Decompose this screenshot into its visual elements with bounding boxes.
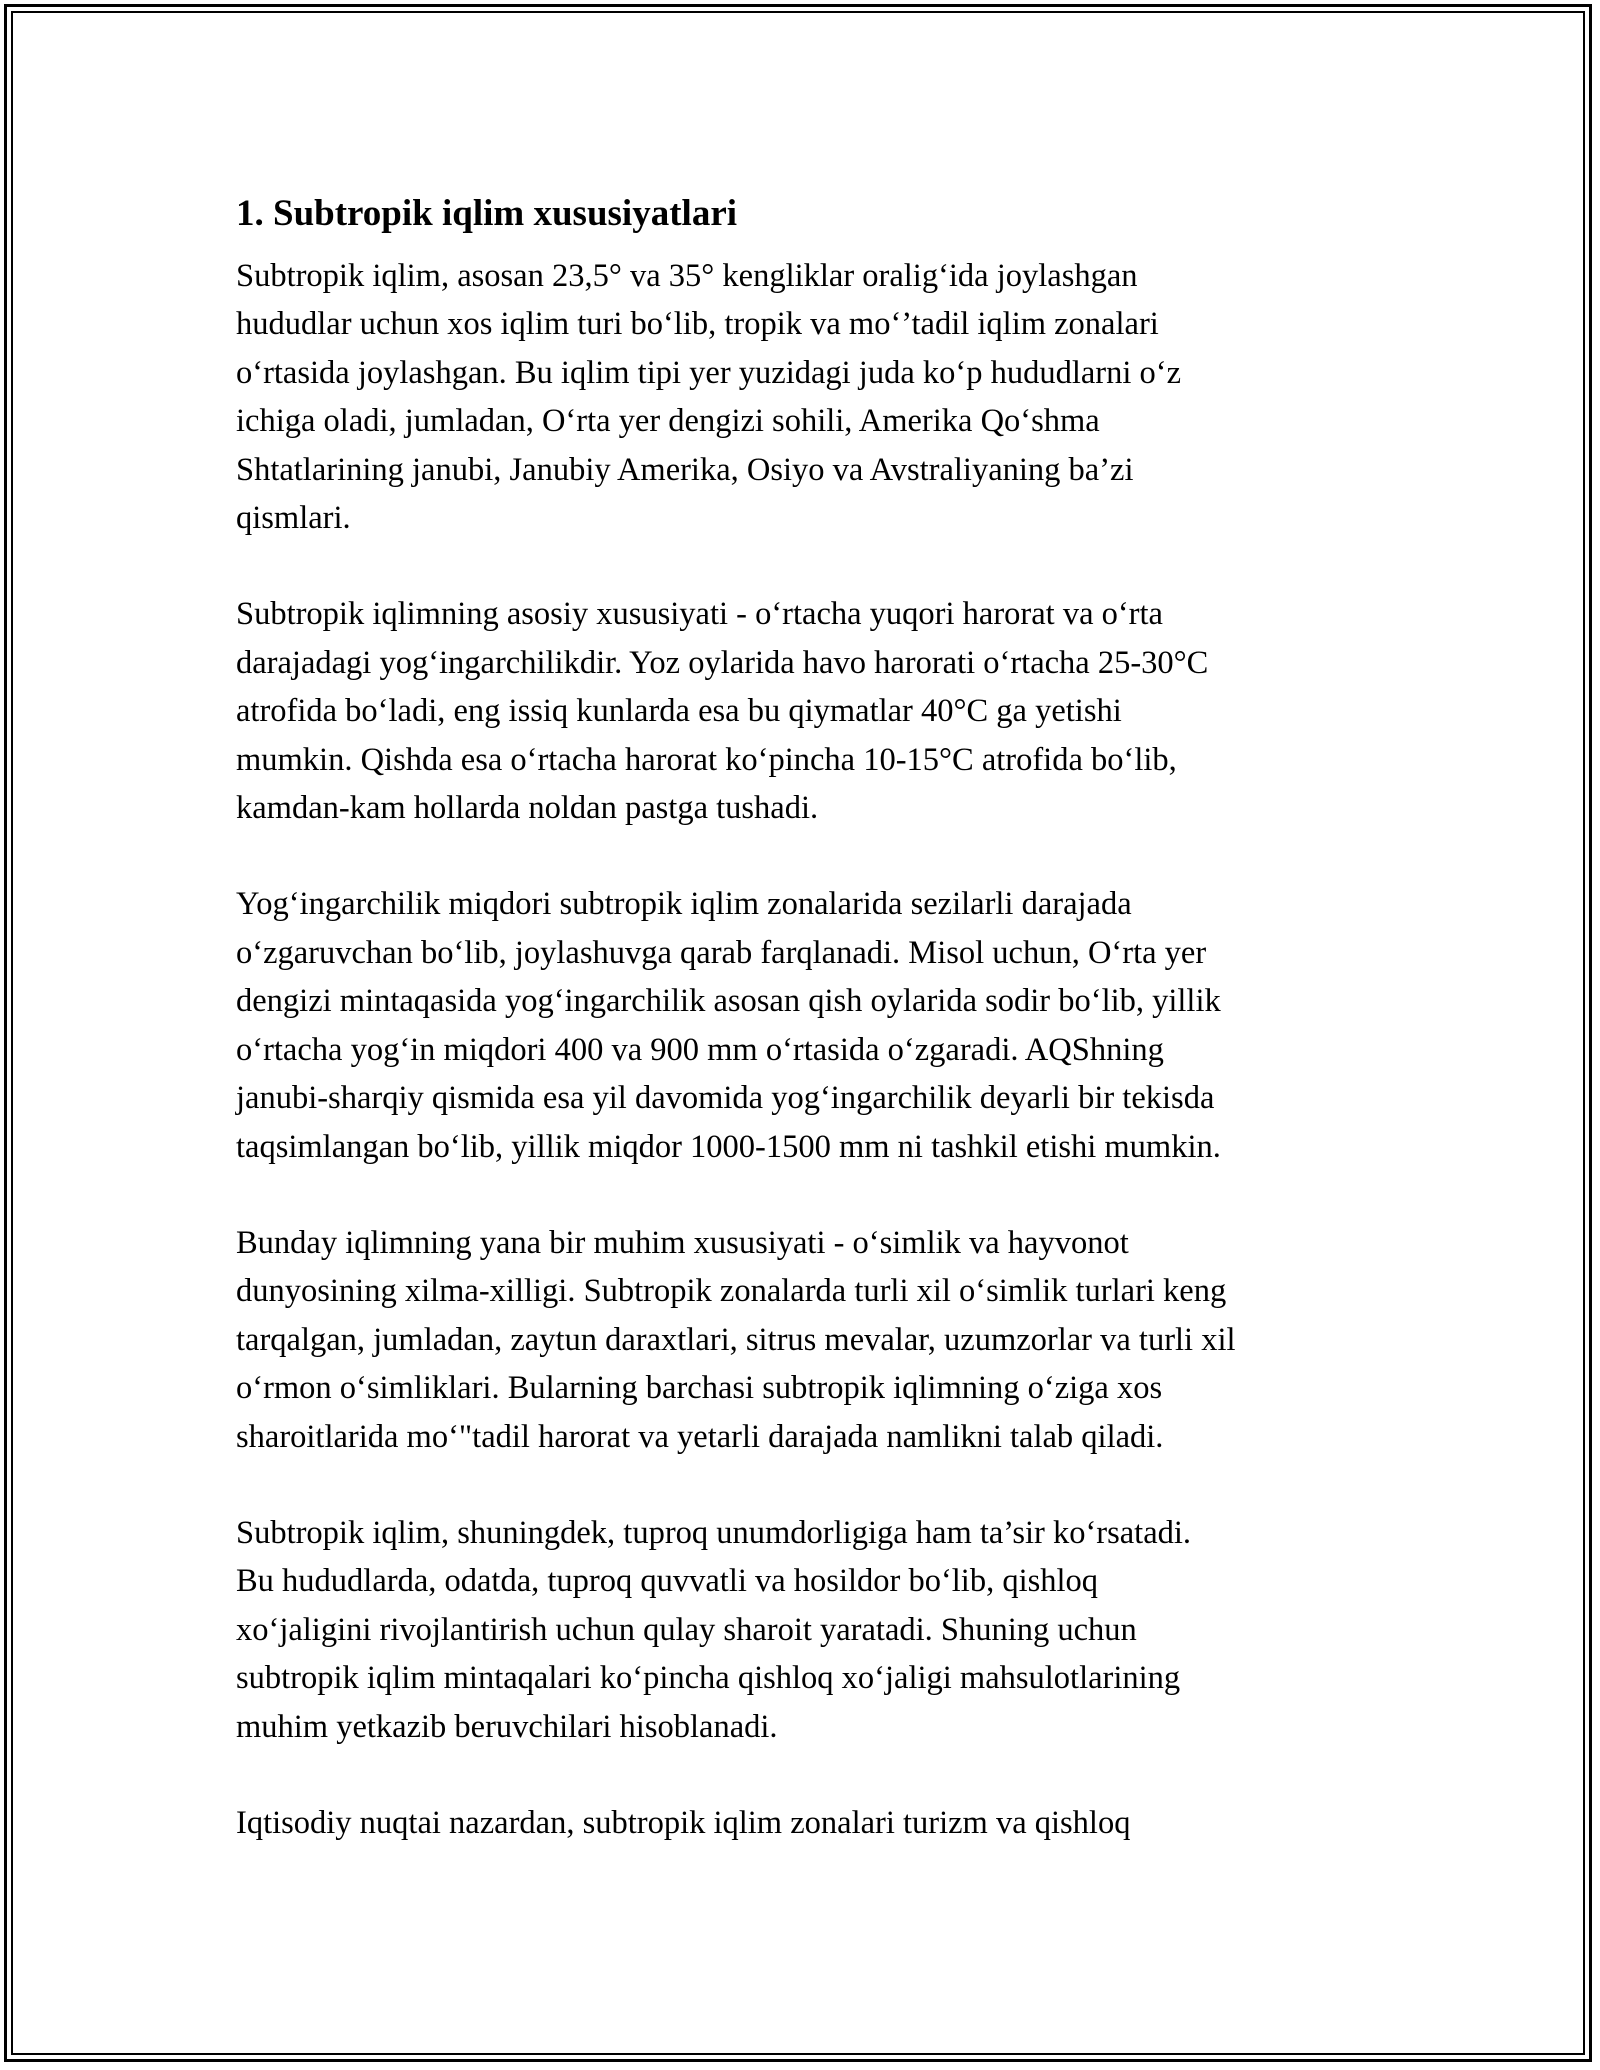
text-line: Shtatlarining janubi, Janubiy Amerika, Osiyo va Avstraliyaning ba’zi [236,451,1134,488]
text-line: sharoitlarida mo‘"tadil harorat va yetarli darajada namlikni talab qiladi. [236,1418,1164,1455]
text-line: darajadagi yog‘ingarchilikdir. Yoz oylarida havo harorati o‘rtacha 25-30°C [236,644,1209,681]
paragraph-3 [236,880,1376,1170]
text-line: Iqtisodiy nuqtai nazardan, subtropik iqlim zonalari turizm va qishloq [236,1804,1131,1841]
document-page [236,186,1376,1895]
text-line: qismlari. [236,500,351,537]
text-line: dunyosining xilma-xilligi. Subtropik zonalarda turli xil o‘simlik turlari keng [236,1273,1227,1310]
text-line: Subtropik iqlim, asosan 23,5° va 35° kengliklar oralig‘ida joylashgan [236,258,1138,294]
text-line: o‘rmon o‘simliklari. Bularning barchasi subtropik iqlimning o‘ziga xos [236,1370,1163,1407]
paragraph-5 [236,1509,1376,1751]
text-line: o‘rtasida joylashgan. Bu iqlim tipi yer yuzidagi juda ko‘p hududlarni o‘z [236,354,1182,391]
text-line: mumkin. Qishda esa o‘rtacha harorat ko‘pincha 10-15°C atrofida bo‘lib, [236,741,1177,778]
text-line: ichiga oladi, jumladan, O‘rta yer dengizi sohili, Amerika Qo‘shma [236,403,1100,440]
paragraph-2 [236,590,1376,832]
section-heading: 1. Subtropik iqlim xususiyatlari [236,193,738,234]
text-line: xo‘jaligini rivojlantirish uchun qulay sharoit yaratadi. Shuning uchun [236,1611,1137,1648]
text-line: Yog‘ingarchilik miqdori subtropik iqlim zonalarida sezilarli darajada [236,886,1132,923]
text-line: kamdan-kam hollarda noldan pastga tushadi. [236,790,819,827]
text-line: tarqalgan, jumladan, zaytun daraxtlari, sitrus mevalar, uzumzorlar va turli xil [236,1321,1236,1358]
text-line: Subtropik iqlimning asosiy xususiyati - o‘rtacha yuqori harorat va o‘rta [236,596,1163,633]
text-line: janubi-sharqiy qismida esa yil davomida yog‘ingarchilik deyarli bir tekisda [236,1080,1215,1117]
paragraph-1 [236,252,1376,542]
text-line: dengizi mintaqasida yog‘ingarchilik asosan qish oylarida sodir bo‘lib, yillik [236,983,1221,1020]
text-line: atrofida bo‘ladi, eng issiq kunlarda esa bu qiymatlar 40°C ga yetishi [236,693,1122,730]
text-line: hududlar uchun xos iqlim turi bo‘lib, tropik va mo‘’tadil iqlim zonalari [236,306,1159,343]
text-line: taqsimlangan bo‘lib, yillik miqdor 1000-1500 mm ni tashkil etishi mumkin. [236,1128,1221,1165]
text-line: o‘rtacha yog‘in miqdori 400 va 900 mm o‘rtasida o‘zgaradi. AQShning [236,1031,1164,1068]
text-line: muhim yetkazib beruvchilari hisoblanadi. [236,1708,778,1745]
text-line: Bunday iqlimning yana bir muhim xususiyati - o‘simlik va hayvonot [236,1224,1129,1261]
text-line: Subtropik iqlim, shuningdek, tuproq unumdorligiga ham ta’sir ko‘rsatadi. [236,1514,1192,1551]
paragraph-6 [236,1799,1376,1847]
paragraph-4 [236,1219,1376,1461]
text-line: Bu hududlarda, odatda, tuproq quvvatli va hosildor bo‘lib, qishloq [236,1563,1099,1600]
text-line: subtropik iqlim mintaqalari ko‘pincha qishloq xo‘jaligi mahsulotlarining [236,1660,1181,1697]
text-line: o‘zgaruvchan bo‘lib, joylashuvga qarab farqlanadi. Misol uchun, O‘rta yer [236,934,1207,971]
